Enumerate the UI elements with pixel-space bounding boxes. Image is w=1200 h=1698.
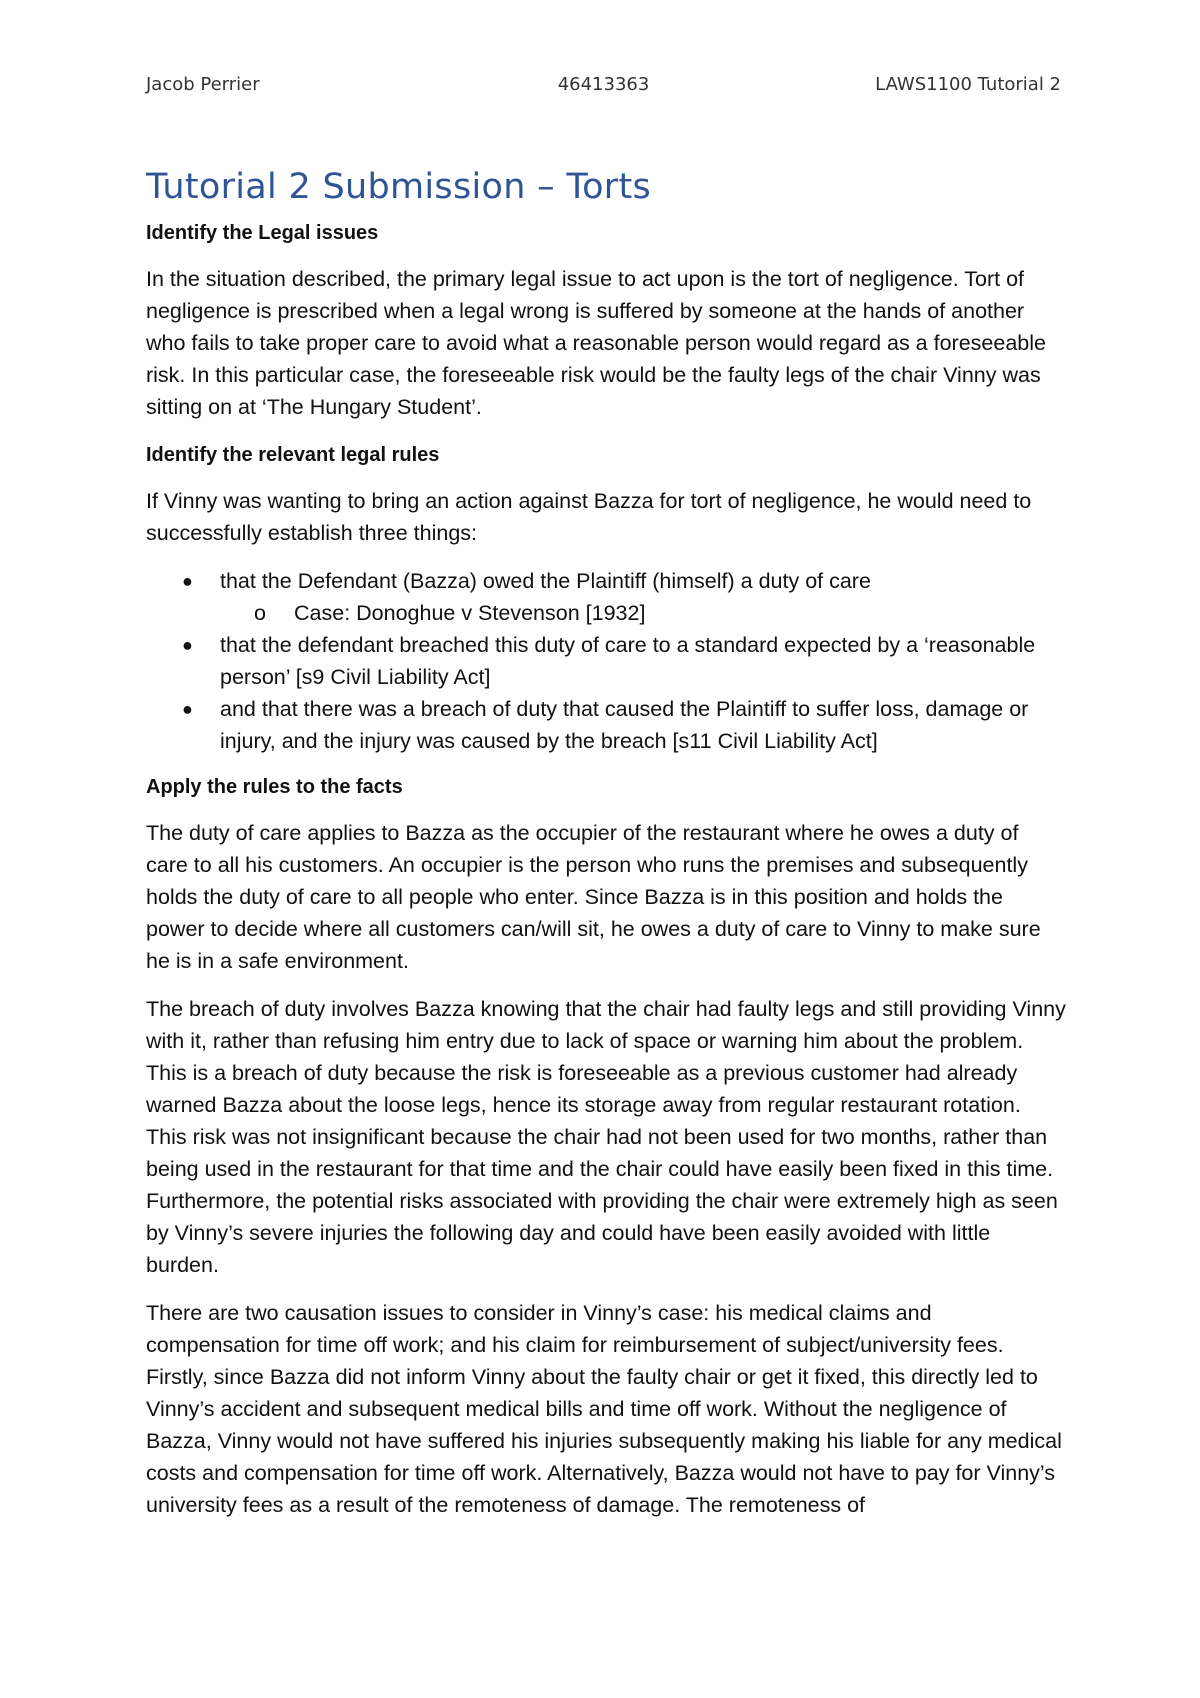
heading-apply-rules: Apply the rules to the facts [146,776,403,798]
list-item [146,693,1066,757]
sub-list-item [220,597,1066,629]
paragraph-duty-of-care: The duty of care applies to Bazza as the occupier of the restaurant where he owes a duty of care to all his customers. An occupier is the person who runs the premises and subsequently holds the duty of care to all people who enter. Since Bazza is in this position and holds the power to decide where all customers can/will sit, he owes a duty of care to Vinny to make sure he is in a safe environment. [146,821,1041,973]
paragraph-causation: There are two causation issues to consider in Vinny’s case: his medical claims and compensation for time off work; and his claim for reimbursement of subject/university fees. Firstly, since Bazza did not inform Vinny about the faulty chair or get it fixed, this directly led to Vinny’s accident and subsequent medical bills and time off work. Without the negligence of Bazza, Vinny would not have suffered his injuries subsequently making his liable for any medical costs and compensation for time off work. Alternatively, Bazza would not have to pay for Vinny’s university fees as a result of the remoteness of damage. The remoteness of [146,1301,1062,1517]
heading-legal-rules: Identify the relevant legal rules [146,444,440,466]
bullet-icon: ● [182,571,193,591]
paragraph-breach-of-duty: The breach of duty involves Bazza knowing that the chair had faulty legs and still providing Vinny with it, rather than refusing him entry due to lack of space or warning him about the problem. This is a breach of duty because the risk is foreseeable as a previous customer had already warned Bazza about the loose legs, hence its storage away from regular restaurant rotation. This risk was not insignificant because the chair had not been used for two months, rather than being used in the restaurant for that time and the chair could have easily been fixed in this time. Furthermore, the potential risks associated with providing the chair were extremely high as seen by Vinny’s severe injuries the following day and could have been easily avoided with little burden. [146,997,1066,1277]
header-student-id: 46413363 [557,74,650,95]
bullet-icon: ● [182,635,193,655]
paragraph-legal-issues: In the situation described, the primary legal issue to act upon is the tort of negligence. Tort of negligence is prescribed when a legal wrong is suffered by someone at the hands of another who fails to take proper care to avoid what a reasonable person would regard as a foreseeable risk. In this particular case, the foreseeable risk would be the faulty legs of the chair Vinny was sitting on at ‘The Hungary Student’. [146,267,1046,419]
document-body [146,165,1066,1537]
list-item-text: that the defendant breached this duty of care to a standard expected by a ‘reasonable person’ [s9 Civil Liability Act] [220,633,1036,689]
page-header [146,74,1061,98]
list-item-text: and that there was a breach of duty that caused the Plaintiff to suffer loss, damage or injury, and the injury was caused by the breach [s11 Civil Liability Act] [220,697,1029,753]
bullet-icon: ● [182,699,193,719]
heading-legal-issues: Identify the Legal issues [146,222,379,244]
list-item [146,565,1066,629]
header-course: LAWS1100 Tutorial 2 [875,74,1061,95]
sub-list [220,597,1066,629]
document-title: Tutorial 2 Submission – Torts [146,167,652,207]
hollow-bullet-icon: o [254,601,266,625]
header-author: Jacob Perrier [146,74,260,95]
rules-list [146,565,1066,757]
paragraph-rules-intro: If Vinny was wanting to bring an action against Bazza for tort of negligence, he would need to successfully establish three things: [146,489,1032,545]
sub-list-item-text: Case: Donoghue v Stevenson [1932] [294,601,646,625]
list-item [146,629,1066,693]
list-item-text: that the Defendant (Bazza) owed the Plaintiff (himself) a duty of care [220,569,871,593]
